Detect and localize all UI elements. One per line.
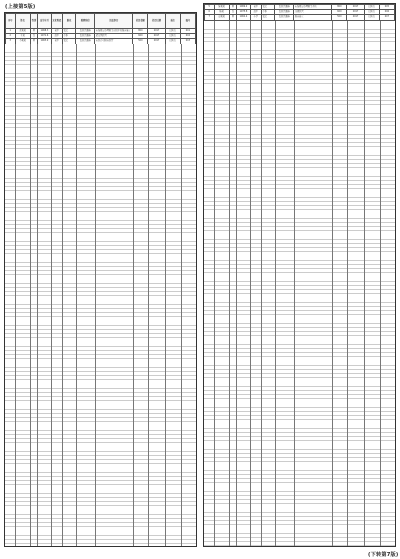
header-cell: 编号 <box>180 14 195 29</box>
table-cell: 初中 <box>250 5 261 10</box>
table-cell: 高中 <box>51 34 62 39</box>
table-cell: 2017 <box>148 29 165 34</box>
table-cell: 5 <box>205 5 215 10</box>
table-cell: 600 <box>332 10 347 15</box>
table-cell: 女 <box>30 34 38 39</box>
table-cell: 女 <box>229 10 237 15</box>
table-cell: 600 <box>133 34 148 39</box>
table-cell: 农民 <box>261 5 274 10</box>
table-cell: 小学 <box>250 15 261 20</box>
table-cell: 002 <box>180 34 195 39</box>
table-cell: 农机具维修 <box>76 34 95 39</box>
table-cell: 张某某 <box>15 29 30 34</box>
table-cell: 1965.9 <box>38 39 51 44</box>
right-table-column <box>203 3 396 547</box>
table-cell: 陈某某 <box>214 5 229 10</box>
table-cell: 1962.4 <box>237 15 250 20</box>
table-cell: 003 <box>180 39 195 44</box>
dense-rows-area <box>204 21 395 546</box>
table-cell: 已执行 <box>364 10 379 15</box>
table-cell: 800 <box>332 5 347 10</box>
table-cell: 6 <box>205 10 215 15</box>
dense-rows-area <box>5 44 196 546</box>
table-cell: 1968.3 <box>38 29 51 34</box>
table-cell: 3 <box>6 39 16 44</box>
table-cell: 农机具维修 <box>275 10 294 15</box>
table-cell: 男 <box>229 15 237 20</box>
table-cell: 未按规定办理相关手续 <box>294 5 332 10</box>
left-table-column <box>4 12 197 547</box>
table-cell: 7 <box>205 15 215 20</box>
continued-from-marker: (上接第5版) <box>5 4 36 10</box>
table-cell: 已执行 <box>165 29 180 34</box>
header-cell: 处罚金额 <box>133 14 148 29</box>
table-cell: 未经许可擅自经营 <box>95 39 133 44</box>
table-cell: 高中 <box>250 10 261 15</box>
header-cell: 文化程度 <box>51 14 62 29</box>
header-cell: 序号 <box>6 14 16 29</box>
table-cell: 农民 <box>62 29 75 34</box>
table-cell: 800 <box>133 29 148 34</box>
table-cell: 个体 <box>261 10 274 15</box>
table-cell: 已执行 <box>165 39 180 44</box>
table-cell: 500 <box>133 39 148 44</box>
table-cell: 007 <box>379 15 394 20</box>
table-cell: 已执行 <box>165 34 180 39</box>
table-cell: 2017 <box>148 39 165 44</box>
table-cell: 500 <box>332 15 347 20</box>
table-cell: 初中 <box>51 39 62 44</box>
table-cell: 农机具维修 <box>275 5 294 10</box>
table-cell: 001 <box>180 29 195 34</box>
table-cell: 男 <box>229 5 237 10</box>
continued-to-marker: (下转第7版) <box>368 552 399 558</box>
table-cell: 个体 <box>62 34 75 39</box>
table-cell: 1969.2 <box>237 5 250 10</box>
header-cell: 性别 <box>30 14 38 29</box>
header-cell: 出生年月 <box>38 14 51 29</box>
table-cell: 农机具维修 <box>76 39 95 44</box>
table-cell: 005 <box>379 5 394 10</box>
table-cell: 2017 <box>347 10 364 15</box>
table-cell: 违规经营 <box>294 10 332 15</box>
table-cell: 1971.6 <box>38 34 51 39</box>
table-cell: 006 <box>379 10 394 15</box>
table-cell: 已执行 <box>364 15 379 20</box>
header-cell: 违法事实 <box>95 14 133 29</box>
header-cell: 处罚日期 <box>148 14 165 29</box>
table-cell: 男 <box>30 39 38 44</box>
table-cell: 2 <box>6 34 16 39</box>
table-cell: 超范围经营 <box>95 34 133 39</box>
table-cell: 擅自施工 <box>294 15 332 20</box>
table-cell: 未按规定办理相关审批手续擅自施工 <box>95 29 133 34</box>
table-cell: 男 <box>30 29 38 34</box>
table-cell: 1 <box>6 29 16 34</box>
table-cell: 已执行 <box>364 5 379 10</box>
table-cell: 1975.8 <box>237 10 250 15</box>
table-header-row <box>6 14 196 29</box>
table-cell: 赵某某 <box>214 15 229 20</box>
table-cell: 农民 <box>62 39 75 44</box>
table-cell: 2017 <box>148 34 165 39</box>
table-cell: 2017 <box>347 15 364 20</box>
table-cell: 农机具维修 <box>275 15 294 20</box>
table-cell: 李某某 <box>15 39 30 44</box>
header-cell: 职业 <box>62 14 75 29</box>
header-cell: 备注 <box>165 14 180 29</box>
table-cell: 杨某 <box>214 10 229 15</box>
table-cell: 2017 <box>347 5 364 10</box>
table-cell: 农机具维修 <box>76 29 95 34</box>
table-cell: 农民 <box>261 15 274 20</box>
table-cell: 王某 <box>15 34 30 39</box>
header-cell: 姓名 <box>15 14 30 29</box>
header-cell: 拟聘岗位 <box>76 14 95 29</box>
table-cell: 初中 <box>51 29 62 34</box>
